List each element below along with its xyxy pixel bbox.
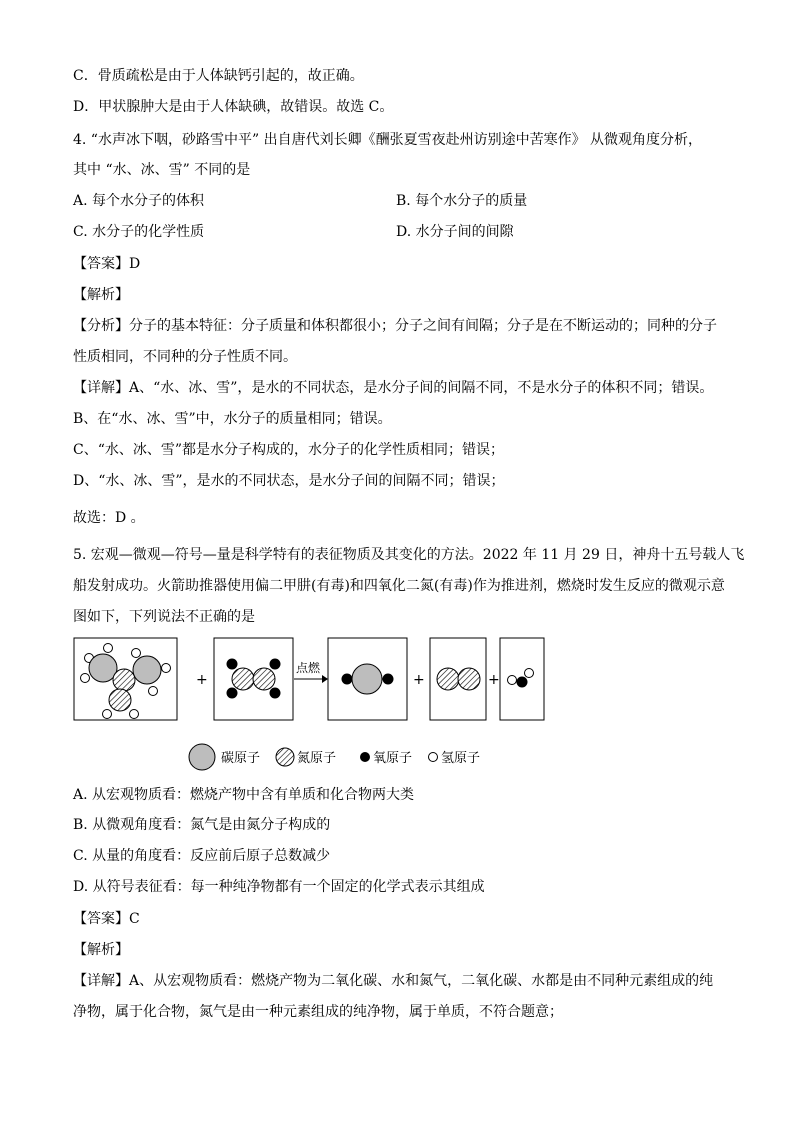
q5-detail: 【详解】A、从宏观物质看：燃烧产物为二氧化碳、水和氮气，二氧化碳、水都是由不同种元素组成的纯 — [73, 973, 714, 989]
arrow-label: 点燃 — [296, 661, 321, 675]
text-line: C．骨质疏松是由于人体缺钙引起的，故正确。 — [73, 68, 364, 84]
q4-option-b: B. 每个水分子的质量 — [396, 193, 528, 209]
reaction-diagram — [0, 630, 794, 780]
hydrogen-atom — [162, 664, 171, 673]
q4-option-a: A. 每个水分子的体积 — [73, 193, 205, 209]
oxygen-legend-icon — [360, 752, 370, 762]
q5-option-d: D. 从符号表征看：每一种纯净物都有一个固定的化学式表示其组成 — [73, 879, 485, 895]
legend-carbon: 碳原子 — [221, 751, 261, 766]
text-line: D．甲状腺肿大是由于人体缺碘，故错误。故选 C。 — [73, 99, 394, 115]
arrow-head-icon — [322, 675, 328, 683]
q4-detail: B、在“水、冰、雪”中，水分子的质量相同；错误。 — [73, 411, 392, 427]
dimethylhydrazine-molecule — [81, 644, 171, 719]
plus-sign: + — [413, 672, 425, 688]
q4-detail: D、“水、冰、雪”，是水的不同状态，是水分子间的间隔不同；错误； — [73, 473, 505, 489]
q4-answer: 【答案】D — [73, 256, 141, 272]
hydrogen-atom — [132, 649, 141, 658]
q4-conclusion: 故选：D 。 — [73, 510, 145, 526]
legend-hydrogen: 氢原子 — [441, 751, 481, 766]
plus-sign: + — [196, 672, 208, 688]
oxygen-atom — [227, 688, 238, 699]
nitrogen-atom — [113, 669, 135, 691]
hydrogen-atom — [103, 710, 112, 719]
nitrogen-atom — [437, 668, 459, 690]
dinitrogen-tetroxide-molecule — [227, 659, 281, 699]
hydrogen-atom — [104, 644, 113, 653]
q4-option-c: C. 水分子的化学性质 — [73, 224, 205, 240]
carbon-dioxide-molecule — [342, 664, 394, 694]
oxygen-atom — [227, 659, 238, 670]
nitrogen-atom — [109, 689, 131, 711]
nitrogen-atom — [458, 668, 480, 690]
q5-option-b: B. 从微观角度看：氮气是由氮分子构成的 — [73, 817, 331, 833]
nitrogen-atom — [232, 668, 254, 690]
question-5-stem: 船发射成功。火箭助推器使用偏二甲肼(有毒)和四氧化二氮(有毒)作为推进剂，燃烧时发生反应的微观示意 — [73, 578, 725, 594]
hydrogen-atom — [81, 674, 90, 683]
question-4-stem: 其中 “水、冰、雪” 不同的是 — [73, 162, 251, 178]
legend-nitrogen: 氮原子 — [297, 751, 337, 766]
q4-analysis: 性质相同，不同种的分子性质不同。 — [73, 349, 297, 365]
q5-option-c: C. 从量的角度看：反应前后原子总数减少 — [73, 848, 331, 864]
legend-oxygen: 氧原子 — [373, 751, 413, 766]
q5-detail: 净物，属于化合物，氮气是由一种元素组成的纯净物，属于单质，不符合题意； — [73, 1004, 563, 1020]
oxygen-atom — [383, 674, 394, 685]
question-4-stem: 4. “水声冰下咽，砂路雪中平” 出自唐代刘长卿《酬张夏雪夜赴州访别途中苦寒作》 从微观角度分析， — [73, 132, 703, 148]
q5-option-a: A. 从宏观物质看：燃烧产物中含有单质和化合物两大类 — [73, 787, 415, 803]
nitrogen-molecule — [437, 668, 480, 690]
legend — [189, 744, 480, 770]
hydrogen-atom — [508, 676, 517, 685]
question-5-stem: 图如下，下列说法不正确的是 — [73, 609, 255, 625]
plus-sign: + — [488, 672, 500, 688]
oxygen-atom — [270, 659, 281, 670]
hydrogen-legend-icon — [429, 753, 438, 762]
oxygen-atom — [270, 688, 281, 699]
nitrogen-atom — [253, 668, 275, 690]
q4-analysis: 【分析】分子的基本特征：分子质量和体积都很小；分子之间有间隔；分子是在不断运动的；同种的分子 — [73, 318, 717, 334]
q4-detail: C、“水、冰、雪”都是水分子构成的，水分子的化学性质相同；错误； — [73, 442, 505, 458]
hydrogen-atom — [525, 669, 534, 678]
water-molecule — [508, 669, 534, 688]
oxygen-atom — [342, 674, 353, 685]
q5-answer: 【答案】C — [73, 911, 140, 927]
nitrogen-legend-icon — [276, 748, 294, 766]
q4-analysis-heading: 【解析】 — [73, 287, 129, 303]
carbon-atom — [352, 664, 382, 694]
hydrogen-atom — [130, 710, 139, 719]
q4-detail: 【详解】A、“水、冰、雪”，是水的不同状态，是水分子间的间隔不同，不是水分子的体积不同；错误。 — [73, 380, 714, 396]
carbon-atom — [133, 656, 161, 684]
q5-analysis-heading: 【解析】 — [73, 942, 129, 958]
carbon-legend-icon — [189, 744, 215, 770]
question-5-stem: 5. 宏观—微观—符号—量是科学特有的表征物质及其变化的方法。2022 年 11 月 29 日，神舟十五号载人飞 — [73, 547, 745, 563]
q4-option-d: D. 水分子间的间隙 — [396, 224, 514, 240]
hydrogen-atom — [149, 687, 158, 696]
oxygen-atom — [517, 677, 528, 688]
